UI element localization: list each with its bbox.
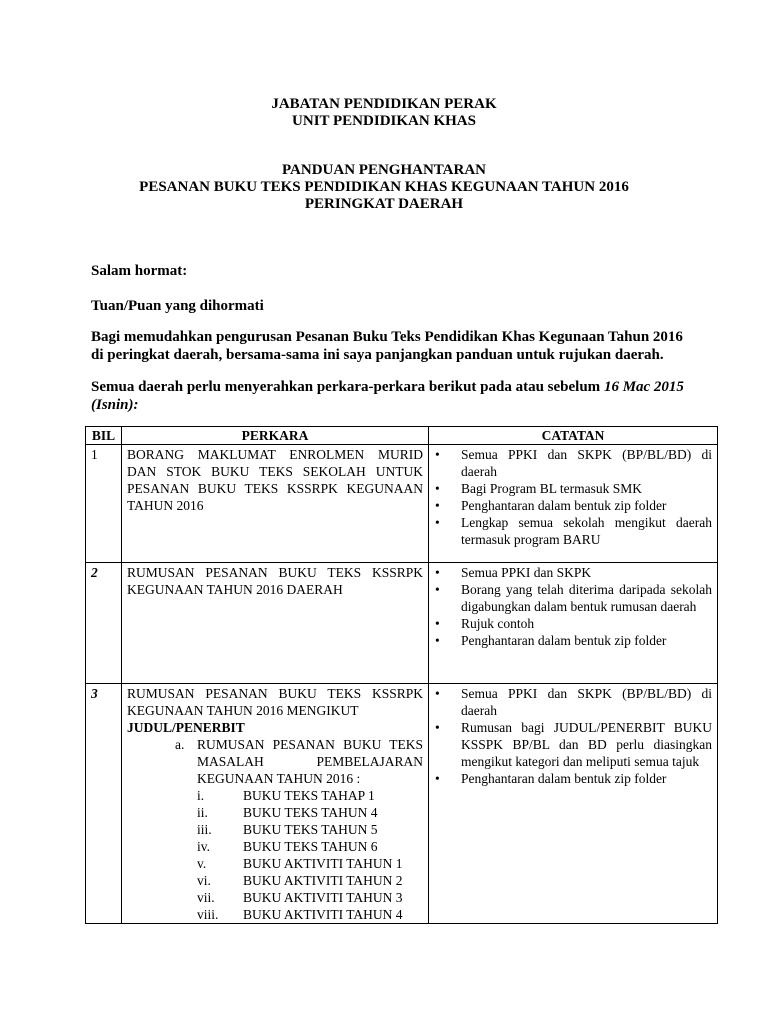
list-item: • Semua PPKI dan SKPK (BP/BL/BD) di daerah (461, 446, 712, 480)
list-item: ii. BUKU TEKS TAHUN 4 (197, 805, 378, 820)
submission-table (85, 426, 718, 924)
list-item: • Bagi Program BL termasuk SMK (461, 480, 712, 497)
catatan-list (434, 446, 712, 548)
deadline-paragraph (91, 378, 711, 414)
list-item: • Lengkap semua sekolah mengikut daerah termasuk program BARU (461, 514, 712, 548)
intro-line-2: di peringkat daerah, bersama-sama ini saya panjangkan panduan untuk rujukan daerah. (91, 347, 664, 363)
row-perkara-intro: RUMUSAN PESANAN BUKU TEKS KSSRPK KEGUNAAN TAHUN 2016 MENGIKUT (127, 686, 423, 718)
row-catatan (429, 563, 718, 684)
document-title-2: PESANAN BUKU TEKS PENDIDIKAN KHAS KEGUNAAN TAHUN 2016 (139, 179, 629, 195)
catatan-list (434, 564, 712, 649)
row-number: 2 (86, 563, 122, 684)
list-item: • Rujuk contoh (461, 615, 712, 632)
list-item: vi. BUKU AKTIVITI TAHUN 2 (197, 873, 403, 888)
list-item: • Rumusan bagi JUDUL/PENERBIT BUKU KSSPK BP/BL dan BD perlu diasingkan mengikut kategori dan meliputi semua tajuk (461, 719, 712, 770)
list-item: iv. BUKU TEKS TAHUN 6 (197, 839, 378, 854)
sub-item (175, 736, 423, 923)
table-row (86, 563, 718, 684)
catatan-list (434, 685, 712, 787)
column-header-bil: BIL (86, 427, 122, 445)
document-title-3: PERINGKAT DAERAH (304, 196, 464, 212)
list-item: • Semua PPKI dan SKPK (461, 564, 712, 581)
row-perkara: BORANG MAKLUMAT ENROLMEN MURID DAN STOK BUKU TEKS SEKOLAH UNTUK PESANAN BUKU TEKS KSSRPK KEGUNAAN TAHUN 2016 (122, 445, 429, 563)
sub-item-marker: a. (175, 737, 185, 752)
column-header-perkara: PERKARA (122, 427, 429, 445)
table-header-row (86, 427, 718, 445)
list-item: • Penghantaran dalam bentuk zip folder (461, 497, 712, 514)
row-number: 3 (86, 684, 122, 924)
list-item: vii. BUKU AKTIVITI TAHUN 3 (197, 890, 403, 905)
list-item: • Semua PPKI dan SKPK (BP/BL/BD) di daerah (461, 685, 712, 719)
deadline-text: Semua daerah perlu menyerahkan perkara-perkara berikut pada atau sebelum (91, 379, 604, 395)
roman-list (197, 787, 423, 923)
list-item: iii. BUKU TEKS TAHUN 5 (197, 822, 378, 837)
row-perkara: RUMUSAN PESANAN BUKU TEKS KSSRPK KEGUNAAN TAHUN 2016 DAERAH (122, 563, 429, 684)
list-item: i. BUKU TEKS TAHAP 1 (197, 788, 375, 803)
list-item: v. BUKU AKTIVITI TAHUN 1 (197, 856, 403, 871)
greeting: Salam hormat: (91, 263, 188, 279)
document-title-1: PANDUAN PENGHANTARAN (281, 162, 487, 178)
table-row (86, 445, 718, 563)
row-perkara-bold: JUDUL/PENERBIT (127, 720, 245, 735)
deadline-date: 16 Mac 2015 (Isnin): (91, 379, 684, 413)
row-catatan (429, 684, 718, 924)
salutation: Tuan/Puan yang dihormati (91, 298, 264, 314)
department-name: JABATAN PENDIDIKAN PERAK (271, 96, 497, 112)
row-catatan (429, 445, 718, 563)
sub-item-text: RUMUSAN PESANAN BUKU TEKS MASALAH PEMBELAJARAN KEGUNAAN TAHUN 2016 : (197, 737, 423, 786)
table-row (86, 684, 718, 924)
intro-line-1: Bagi memudahkan pengurusan Pesanan Buku Teks Pendidikan Khas Kegunaan Tahun 2016 (91, 329, 683, 345)
unit-name: UNIT PENDIDIKAN KHAS (292, 113, 476, 129)
row-number: 1 (86, 445, 122, 563)
row-perkara (122, 684, 429, 924)
list-item: • Borang yang telah diterima daripada sekolah digabungkan dalam bentuk rumusan daerah (461, 581, 712, 615)
list-item: viii. BUKU AKTIVITI TAHUN 4 (197, 907, 403, 922)
column-header-catatan: CATATAN (429, 427, 718, 445)
list-item: • Penghantaran dalam bentuk zip folder (461, 770, 712, 787)
list-item: • Penghantaran dalam bentuk zip folder (461, 632, 712, 649)
intro-paragraph (91, 328, 691, 364)
